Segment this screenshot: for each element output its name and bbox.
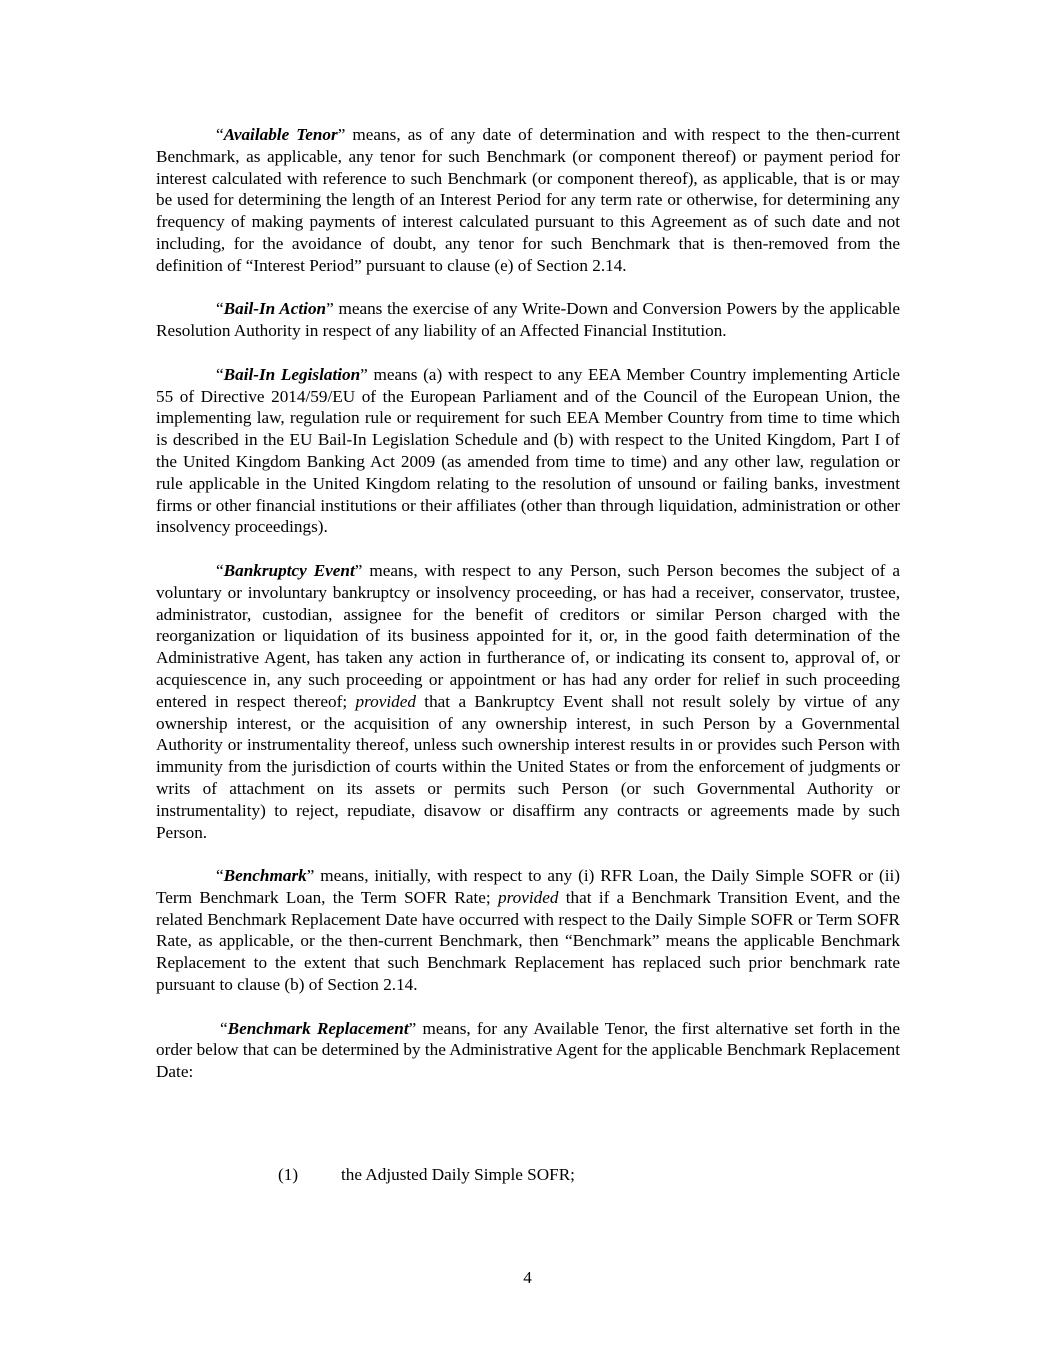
definition-text-continued: that if a Benchmark Transition Event, and the related Benchmark Replacement Date have occurred with respect to the Daily Simple SOFR or Term SOFR Rate, as applicable, or the then-current Benchmark, then “Benchmark” means the applicable Benchmark Replacement to the extent that such Benchmark Replacement has replaced such prior benchmark rate pursuant to clause (b) of Section 2.14. (156, 887, 900, 995)
list-item-number: (1) (278, 1165, 299, 1184)
definition-text: means the exercise of any Write-Down and Conversion Powers by the applicable Resolution Authority in respect of any liability of an Affected Financial Institution. (156, 299, 900, 341)
open-quote: “ (216, 866, 224, 886)
defined-term: Bankruptcy Event (223, 560, 355, 580)
defined-term: Available Tenor (223, 125, 338, 144)
definition-bail-in-action (156, 298, 900, 342)
page-number: 4 (523, 1268, 532, 1287)
list-item (278, 1164, 575, 1186)
definition-bankruptcy-event (156, 560, 900, 843)
provided-italic: provided (355, 691, 416, 711)
close-quote: ” (354, 560, 363, 580)
definition-text: means (a) with respect to any EEA Member Country implementing Article 55 of Directive 2014/59/EU of the European Parliament and of the Council of the European Union, the implementing law, regulation rule or requirement for such EEA Member Country from time to time which is described in the EU Bail-In Legislation Schedule and (b) with respect to the United Kingdom, Part I of the United Kingdom Banking Act 2009 (as amended from time to time) and any other law, regulation or rule applicable in the United Kingdom relating to the resolution of unsound or failing banks, investment firms or other financial institutions or their affiliates (other than through liquidation, administration or other insolvency proceedings). (156, 364, 900, 537)
provided-italic: provided (498, 887, 559, 907)
definition-benchmark-replacement (156, 1018, 900, 1083)
defined-term: Bail-In Legislation (223, 364, 361, 384)
definition-available-tenor (156, 124, 900, 277)
open-quote: “ (216, 364, 224, 384)
definition-text: means, as of any date of determination and with respect to the then-current Benchmark, as applicable, any tenor for such Benchmark (or component thereof) or payment period for interest calculated with reference to such Benchmark (or component thereof), as applicable, that is or may be used for determining the length of an Interest Period for any term rate or otherwise, for determining any frequency of making payments of interest calculated pursuant to this Agreement as of such date and not including, for the avoidance of doubt, any tenor for such Benchmark that is then-removed from the definition of “Interest Period” pursuant to clause (e) of Section 2.14. (156, 125, 900, 275)
open-quote: “ (216, 560, 224, 580)
definition-text: means, with respect to any Person, such Person becomes the subject of a voluntary or involuntary bankruptcy or insolvency proceeding, or has had a receiver, conservator, trustee, administrator, custodian, assignee for the benefit of creditors or similar Person charged with the reorganization or liquidation of its business appointed for it, or, in the good faith determination of the Administrative Agent, has taken any action in furtherance of, or indicating its consent to, approval of, or acquiescence in, any such proceeding or appointment or has had any order for relief in such proceeding entered in respect thereof; (156, 560, 901, 711)
definition-bail-in-legislation (156, 364, 900, 538)
close-quote: ” (408, 1018, 417, 1038)
definition-text: means, initially, with respect to any (i) RFR Loan, the Daily Simple SOFR or (ii) Term Benchmark Loan, the Term SOFR Rate; (156, 866, 900, 907)
open-quote: “ (220, 1018, 228, 1038)
close-quote: ” (360, 364, 368, 384)
defined-term: Benchmark (223, 866, 307, 886)
definition-benchmark (156, 865, 900, 996)
defined-term: Bail-In Action (223, 299, 327, 319)
document-body (156, 124, 901, 1184)
close-quote: ” (306, 866, 315, 886)
list-item-text: the Adjusted Daily Simple SOFR; (341, 1165, 575, 1184)
definition-text-continued: that a Bankruptcy Event shall not result solely by virtue of any ownership interest, or the acquisition of any ownership interest, in such Person by a Governmental Authority or instrumentality thereof, unless such ownership interest results in or provides such Person with immunity from the jurisdiction of courts within the United States or from the enforcement of judgments or writs of attachment on its assets or permits such Person (or such Governmental Authority or instrumentality) to reject, repudiate, disavow or disaffirm any contracts or agreements made by such Person. (156, 691, 900, 842)
open-quote: “ (216, 299, 224, 319)
close-quote: ” (326, 299, 334, 319)
definition-text: means, for any Available Tenor, the first alternative set forth in the order below that can be determined by the Administrative Agent for the applicable Benchmark Replacement Date: (156, 1018, 900, 1082)
open-quote: “ (216, 125, 224, 144)
close-quote: ” (337, 125, 346, 144)
defined-term: Benchmark Replacement (227, 1018, 409, 1038)
